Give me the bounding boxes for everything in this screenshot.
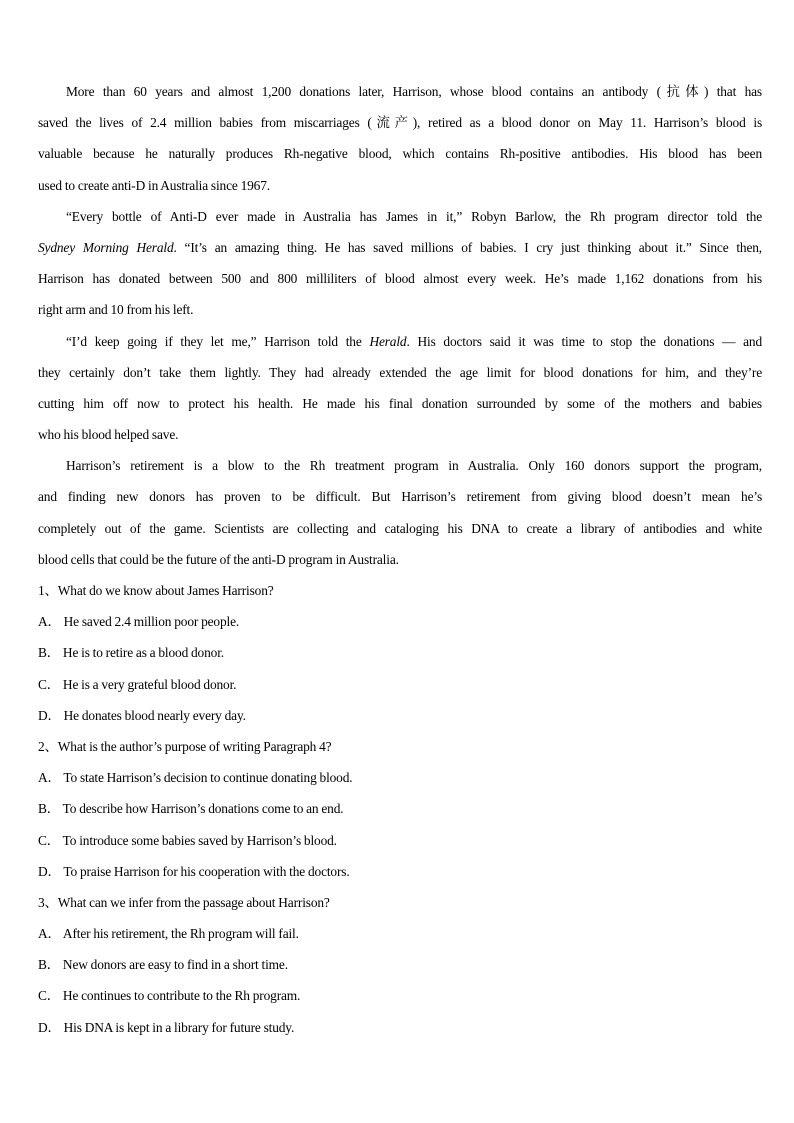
question-3 (38, 887, 762, 1043)
paragraph-2 (38, 201, 762, 326)
answer-option: A． To state Harrison’s decision to continue donating blood. (38, 770, 353, 786)
newspaper-title: Sydney Morning Herald (38, 239, 174, 255)
question-2 (38, 731, 762, 887)
answer-option: A． After his retirement, the Rh program will fail. (38, 926, 299, 942)
passage-line: blood cells that could be the future of the anti-D program in Australia. (38, 551, 399, 567)
answer-option: C． He is a very grateful blood donor. (38, 676, 237, 692)
passage-line: and finding new donors has proven to be difficult. But Harrison’s retirement from giving blood doesn’t mean he’s (38, 489, 762, 505)
question-stem: 1、What do we know about James Harrison? (38, 583, 274, 598)
passage-line: cutting him off now to protect his health. He made his final donation surrounded by some of the mothers and babies (38, 395, 762, 411)
document-page (38, 76, 762, 1043)
passage-line: saved the lives of 2.4 million babies from miscarriages (流产), retired as a blood donor on May 11. Harrison’s blood is (38, 115, 762, 131)
passage-text: . “It’s an amazing thing. He has saved millions of babies. I cry just thinking about it.” Since then, (173, 239, 762, 255)
passage-line: right arm and 10 from his left. (38, 302, 194, 318)
newspaper-title: Herald (369, 333, 407, 349)
passage-line (38, 326, 762, 357)
passage-text: “I’d keep going if they let me,” Harrison told the (66, 333, 370, 349)
passage-line: who his blood helped save. (38, 427, 179, 443)
answer-option: C． He continues to contribute to the Rh program. (38, 988, 301, 1004)
passage-line: “Every bottle of Anti-D ever made in Australia has James in it,” Robyn Barlow, the Rh program director told the (66, 208, 762, 224)
passage-line: used to create anti-D in Australia since 1967. (38, 177, 270, 193)
passage-line (38, 232, 762, 263)
passage-line: More than 60 years and almost 1,200 donations later, Harrison, whose blood contains an antibody (抗体) that has (66, 84, 762, 99)
paragraph-3 (38, 326, 762, 451)
question-stem: 2、What is the author’s purpose of writing Paragraph 4? (38, 738, 332, 754)
answer-option: D． His DNA is kept in a library for future study. (38, 1019, 295, 1035)
paragraph-1 (38, 76, 762, 201)
answer-option: A． He saved 2.4 million poor people. (38, 614, 240, 630)
answer-option: C． To introduce some babies saved by Harrison’s blood. (38, 832, 337, 848)
answer-option: B． To describe how Harrison’s donations come to an end. (38, 801, 344, 817)
passage-text: . His doctors said it was time to stop the donations — and (406, 333, 762, 349)
passage-line: Harrison has donated between 500 and 800 milliliters of blood almost every week. He’s made 1,162 donations from his (38, 271, 762, 287)
passage-line: they certainly don’t take them lightly. They had already extended the age limit for blood donations for him, and they’re (38, 364, 762, 380)
question-1 (38, 575, 762, 731)
answer-option: B． New donors are easy to find in a short time. (38, 957, 288, 973)
answer-option: D． To praise Harrison for his cooperation with the doctors. (38, 863, 350, 879)
question-stem: 3、What can we infer from the passage about Harrison? (38, 894, 330, 910)
answer-option: D． He donates blood nearly every day. (38, 707, 246, 723)
paragraph-4 (38, 450, 762, 575)
answer-option: B． He is to retire as a blood donor. (38, 645, 224, 661)
passage-line: Harrison’s retirement is a blow to the Rh treatment program in Australia. Only 160 donors support the program, (66, 458, 762, 474)
passage-line: completely out of the game. Scientists are collecting and cataloging his DNA to create a library of antibodies and white (38, 520, 762, 536)
passage-line: valuable because he naturally produces Rh-negative blood, which contains Rh-positive antibodies. His blood has been (38, 146, 762, 162)
